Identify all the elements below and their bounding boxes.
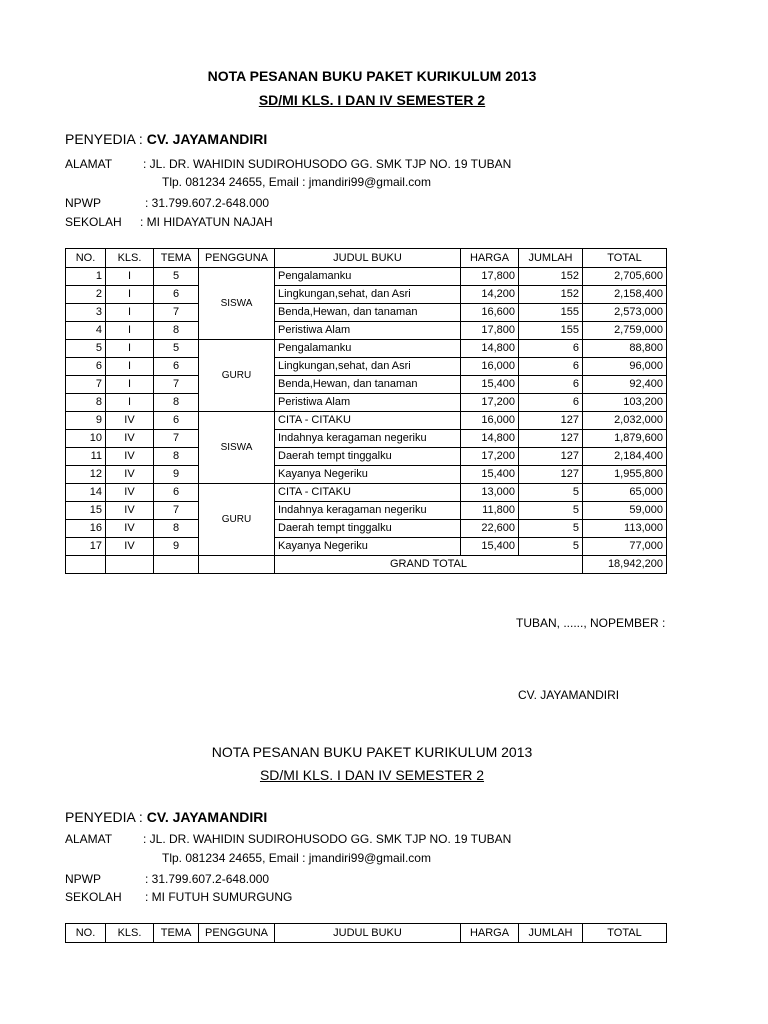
cell-total: 2,032,000 (583, 412, 667, 430)
cell-tema: 6 (154, 358, 199, 376)
cell-kls: IV (106, 430, 154, 448)
header-no: NO. (66, 924, 106, 943)
grand-total-value: 18,942,200 (583, 556, 667, 574)
cell-judul: CITA - CITAKU (275, 484, 461, 502)
header-judul: JUDUL BUKU (275, 249, 461, 268)
cell-no: 11 (66, 448, 106, 466)
cell-judul: Kayanya Negeriku (275, 466, 461, 484)
header-jumlah: JUMLAH (519, 249, 583, 268)
place-date: TUBAN, ......, NOPEMBER : (516, 616, 666, 630)
penyedia-value-2: CV. JAYAMANDIRI (146, 809, 268, 825)
cell-harga: 15,400 (461, 538, 519, 556)
cell-judul: Peristiwa Alam (275, 394, 461, 412)
order-table-2 (65, 923, 667, 943)
npwp-value: : 31.799.607.2-648.000 (145, 196, 270, 210)
penyedia-line (65, 131, 267, 147)
sekolah-label-2: SEKOLAH (65, 890, 122, 904)
cell-jumlah: 6 (519, 394, 583, 412)
npwp-label-2: NPWP (65, 872, 101, 886)
order-table (65, 248, 667, 574)
npwp-label: NPWP (65, 196, 101, 210)
cell-harga: 14,800 (461, 340, 519, 358)
cell-harga: 17,800 (461, 268, 519, 286)
cell-judul: Benda,Hewan, dan tanaman (275, 376, 461, 394)
cell-no: 16 (66, 520, 106, 538)
cell-judul: Kayanya Negeriku (275, 538, 461, 556)
cell-judul: Pengalamanku (275, 340, 461, 358)
cell-tema: 9 (154, 538, 199, 556)
telp-email-2: Tlp. 081234 24655, Email : jmandiri99@gmail.com (162, 851, 431, 865)
cell-tema: 7 (154, 376, 199, 394)
alamat-value: : JL. DR. WAHIDIN SUDIROHUSODO GG. SMK TJP NO. 19 TUBAN (143, 157, 512, 171)
cell-tema: 6 (154, 484, 199, 502)
table-row (66, 466, 667, 484)
cell-jumlah: 127 (519, 448, 583, 466)
cell-judul: Peristiwa Alam (275, 322, 461, 340)
table-row (66, 448, 667, 466)
cell-kls: IV (106, 412, 154, 430)
table-row (66, 538, 667, 556)
header-kls: KLS. (106, 249, 154, 268)
grand-total-spacer (154, 556, 199, 574)
cell-harga: 16,000 (461, 358, 519, 376)
cell-tema: 8 (154, 520, 199, 538)
cell-tema: 8 (154, 322, 199, 340)
cell-jumlah: 127 (519, 466, 583, 484)
cell-tema: 9 (154, 466, 199, 484)
cell-tema: 8 (154, 394, 199, 412)
header-kls: KLS. (106, 924, 154, 943)
cell-jumlah: 5 (519, 484, 583, 502)
cell-kls: IV (106, 448, 154, 466)
cell-jumlah: 5 (519, 520, 583, 538)
cell-total: 88,800 (583, 340, 667, 358)
cell-kls: IV (106, 466, 154, 484)
cell-no: 17 (66, 538, 106, 556)
cell-pengguna: GURU (199, 484, 275, 556)
cell-total: 2,158,400 (583, 286, 667, 304)
doc-subtitle: SD/MI KLS. I DAN IV SEMESTER 2 (258, 92, 486, 108)
cell-harga: 22,600 (461, 520, 519, 538)
sekolah-value-2: : MI FUTUH SUMURGUNG (145, 890, 293, 904)
cell-kls: IV (106, 502, 154, 520)
table-header-row (66, 249, 667, 268)
table-row (66, 376, 667, 394)
table-row (66, 502, 667, 520)
cell-harga: 16,000 (461, 412, 519, 430)
cell-no: 15 (66, 502, 106, 520)
cell-judul: Lingkungan,sehat, dan Asri (275, 358, 461, 376)
cell-total: 59,000 (583, 502, 667, 520)
cell-jumlah: 5 (519, 538, 583, 556)
cell-kls: I (106, 376, 154, 394)
cell-no: 8 (66, 394, 106, 412)
cell-total: 65,000 (583, 484, 667, 502)
cell-judul: Pengalamanku (275, 268, 461, 286)
cell-total: 1,879,600 (583, 430, 667, 448)
signature-company: CV. JAYAMANDIRI (518, 688, 620, 702)
table-row (66, 304, 667, 322)
cell-total: 77,000 (583, 538, 667, 556)
alamat-label-2: ALAMAT (65, 832, 113, 846)
header-judul: JUDUL BUKU (275, 924, 461, 943)
cell-no: 1 (66, 268, 106, 286)
header-harga: HARGA (461, 924, 519, 943)
alamat-label: ALAMAT (65, 157, 113, 171)
cell-jumlah: 5 (519, 502, 583, 520)
penyedia-value: CV. JAYAMANDIRI (146, 131, 268, 147)
cell-pengguna: SISWA (199, 412, 275, 484)
cell-harga: 16,600 (461, 304, 519, 322)
cell-total: 2,573,000 (583, 304, 667, 322)
cell-harga: 17,200 (461, 448, 519, 466)
cell-no: 6 (66, 358, 106, 376)
header-total: TOTAL (583, 924, 667, 943)
table-row (66, 430, 667, 448)
cell-no: 4 (66, 322, 106, 340)
cell-judul: Indahnya keragaman negeriku (275, 430, 461, 448)
cell-kls: I (106, 268, 154, 286)
cell-harga: 13,000 (461, 484, 519, 502)
cell-total: 113,000 (583, 520, 667, 538)
penyedia-line-2 (65, 809, 267, 825)
cell-no: 14 (66, 484, 106, 502)
grand-total-spacer (106, 556, 154, 574)
cell-jumlah: 155 (519, 322, 583, 340)
cell-harga: 15,400 (461, 466, 519, 484)
cell-tema: 7 (154, 502, 199, 520)
cell-total: 103,200 (583, 394, 667, 412)
cell-kls: I (106, 322, 154, 340)
cell-kls: IV (106, 538, 154, 556)
cell-no: 2 (66, 286, 106, 304)
cell-tema: 5 (154, 340, 199, 358)
table-row (66, 394, 667, 412)
sekolah-label: SEKOLAH (65, 215, 122, 229)
alamat-value-2: : JL. DR. WAHIDIN SUDIROHUSODO GG. SMK TJP NO. 19 TUBAN (143, 832, 512, 846)
penyedia-label: PENYEDIA : (65, 131, 147, 147)
penyedia-label-2: PENYEDIA : (65, 809, 147, 825)
cell-jumlah: 155 (519, 304, 583, 322)
cell-jumlah: 127 (519, 430, 583, 448)
cell-jumlah: 6 (519, 358, 583, 376)
header-pengguna: PENGGUNA (199, 924, 275, 943)
cell-judul: Lingkungan,sehat, dan Asri (275, 286, 461, 304)
cell-total: 1,955,800 (583, 466, 667, 484)
grand-total-spacer (66, 556, 106, 574)
cell-judul: CITA - CITAKU (275, 412, 461, 430)
cell-total: 2,184,400 (583, 448, 667, 466)
cell-total: 2,759,000 (583, 322, 667, 340)
cell-harga: 14,800 (461, 430, 519, 448)
cell-kls: I (106, 286, 154, 304)
table-row (66, 268, 667, 286)
doc-title: NOTA PESANAN BUKU PAKET KURIKULUM 2013 (207, 68, 537, 84)
cell-jumlah: 152 (519, 286, 583, 304)
cell-harga: 14,200 (461, 286, 519, 304)
cell-tema: 6 (154, 286, 199, 304)
header-pengguna: PENGGUNA (199, 249, 275, 268)
cell-harga: 15,400 (461, 376, 519, 394)
cell-judul: Daerah tempt tinggalku (275, 448, 461, 466)
cell-kls: I (106, 304, 154, 322)
cell-harga: 11,800 (461, 502, 519, 520)
grand-total-label: GRAND TOTAL (275, 556, 583, 574)
header-tema: TEMA (154, 924, 199, 943)
cell-pengguna: GURU (199, 340, 275, 412)
table-row (66, 520, 667, 538)
cell-tema: 5 (154, 268, 199, 286)
cell-no: 3 (66, 304, 106, 322)
doc-title-2: NOTA PESANAN BUKU PAKET KURIKULUM 2013 (211, 744, 533, 760)
telp-email: Tlp. 081234 24655, Email : jmandiri99@gmail.com (162, 175, 431, 189)
cell-jumlah: 127 (519, 412, 583, 430)
cell-kls: I (106, 358, 154, 376)
header-no: NO. (66, 249, 106, 268)
doc-subtitle-2: SD/MI KLS. I DAN IV SEMESTER 2 (259, 767, 485, 783)
table-row (66, 340, 667, 358)
cell-tema: 7 (154, 430, 199, 448)
table-row (66, 484, 667, 502)
cell-pengguna: SISWA (199, 268, 275, 340)
cell-jumlah: 152 (519, 268, 583, 286)
table-row (66, 412, 667, 430)
cell-tema: 8 (154, 448, 199, 466)
table-row (66, 322, 667, 340)
cell-total: 92,400 (583, 376, 667, 394)
cell-judul: Daerah tempt tinggalku (275, 520, 461, 538)
table-row (66, 286, 667, 304)
header-total: TOTAL (583, 249, 667, 268)
cell-judul: Benda,Hewan, dan tanaman (275, 304, 461, 322)
cell-tema: 6 (154, 412, 199, 430)
cell-jumlah: 6 (519, 376, 583, 394)
cell-no: 10 (66, 430, 106, 448)
cell-total: 2,705,600 (583, 268, 667, 286)
grand-total-spacer (199, 556, 275, 574)
table-row (66, 358, 667, 376)
cell-jumlah: 6 (519, 340, 583, 358)
header-tema: TEMA (154, 249, 199, 268)
cell-harga: 17,800 (461, 322, 519, 340)
cell-kls: IV (106, 520, 154, 538)
cell-judul: Indahnya keragaman negeriku (275, 502, 461, 520)
cell-total: 96,000 (583, 358, 667, 376)
header-jumlah: JUMLAH (519, 924, 583, 943)
cell-no: 5 (66, 340, 106, 358)
cell-no: 12 (66, 466, 106, 484)
cell-no: 7 (66, 376, 106, 394)
cell-kls: IV (106, 484, 154, 502)
grand-total-row (66, 556, 667, 574)
cell-no: 9 (66, 412, 106, 430)
npwp-value-2: : 31.799.607.2-648.000 (145, 872, 270, 886)
sekolah-value: : MI HIDAYATUN NAJAH (140, 215, 273, 229)
header-harga: HARGA (461, 249, 519, 268)
cell-kls: I (106, 340, 154, 358)
cell-tema: 7 (154, 304, 199, 322)
table-header-row (66, 924, 667, 943)
cell-harga: 17,200 (461, 394, 519, 412)
cell-kls: I (106, 394, 154, 412)
